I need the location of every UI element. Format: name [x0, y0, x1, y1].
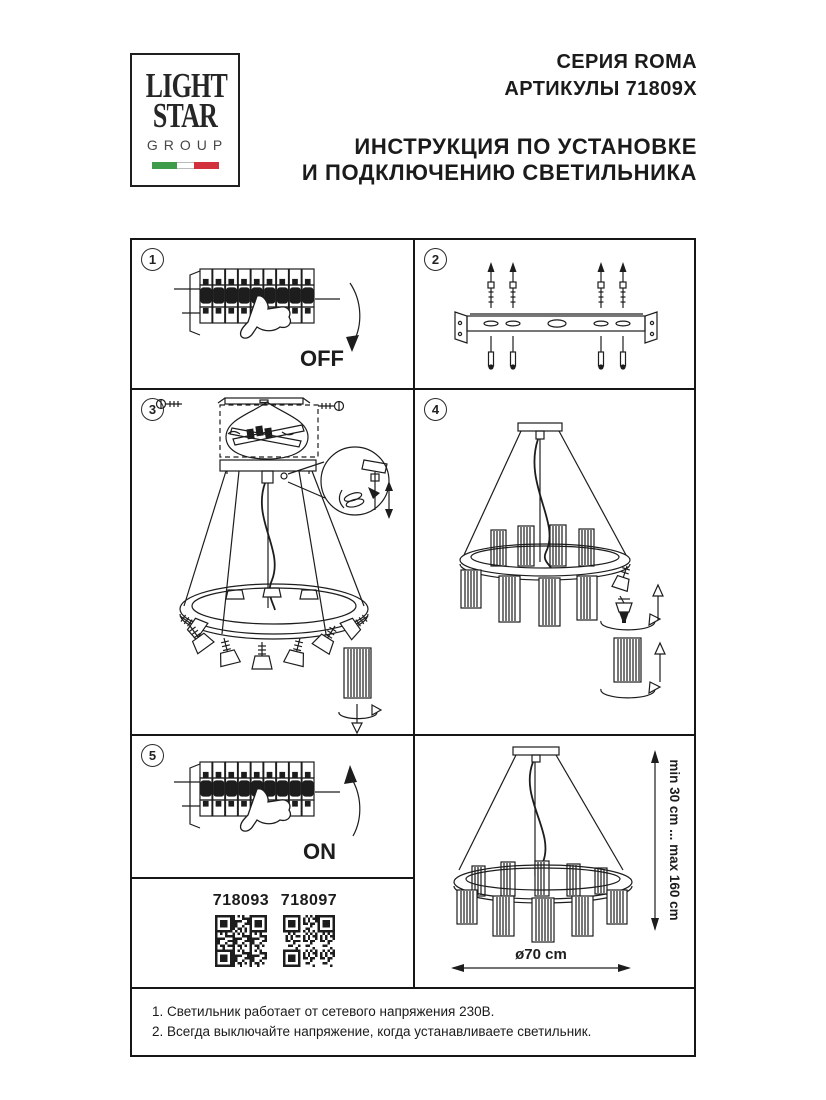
lightstar-logo	[130, 53, 240, 187]
logo-light: LIGHT	[145, 66, 228, 105]
step-1-number: 1	[141, 248, 164, 271]
series-title: СЕРИЯ ROMA	[556, 51, 697, 73]
shade-install-detail	[601, 638, 665, 698]
chandelier-hanging	[460, 423, 635, 626]
step-5-number: 5	[141, 744, 164, 767]
mounting-bracket-diagram	[415, 240, 692, 388]
header-titles	[302, 49, 697, 186]
note-2: 2. Всегда выключайте напряжение, когда устанавливаете светильник.	[152, 1023, 592, 1039]
step-4-number: 4	[424, 398, 447, 421]
step-3-panel	[132, 390, 415, 736]
arrow-down-icon	[350, 283, 360, 343]
bulb-install-detail	[601, 585, 663, 630]
logo-star: STAR	[152, 96, 218, 135]
canopy-mounting-diagram	[132, 390, 413, 734]
breaker-block	[174, 762, 360, 864]
instruction-title-line1: ИНСТРУКЦИЯ ПО УСТАНОВКЕ	[354, 134, 697, 159]
instruction-title-line2: И ПОДКЛЮЧЕНИЮ СВЕТИЛЬНИКА	[301, 160, 697, 185]
bracket-with-screws	[455, 262, 657, 370]
chandelier-outline	[454, 747, 632, 942]
qr-code-718097	[283, 915, 335, 967]
qr-panel	[132, 879, 415, 989]
step-1-panel	[132, 240, 415, 390]
breaker-off-diagram	[132, 240, 413, 388]
step-4-panel	[415, 390, 694, 736]
arrow-up-icon	[350, 776, 360, 836]
off-label: OFF	[300, 346, 344, 371]
breaker-block	[174, 269, 360, 371]
article-number-1: 718093	[212, 892, 270, 909]
note-1: 1. Светильник работает от сетевого напряжения 230В.	[152, 1004, 495, 1019]
ceiling-assembly	[157, 398, 344, 498]
height-range-label: min 30 cm ... max 160 cm	[667, 759, 682, 921]
step-5-panel	[132, 736, 415, 879]
shade-install-detail	[339, 648, 381, 733]
articles-title: АРТИКУЛЫ 71809X	[504, 78, 697, 100]
height-dimension	[651, 750, 682, 931]
breaker-on-diagram	[132, 736, 413, 877]
diameter-dimension	[451, 946, 631, 972]
steps-grid	[130, 238, 696, 1057]
step-2-panel	[415, 240, 694, 390]
dimensions-diagram	[415, 736, 692, 987]
notes-panel	[132, 989, 694, 1055]
magnifier-detail	[321, 447, 393, 519]
on-label: ON	[303, 839, 336, 864]
logo-group: GROUP	[146, 137, 229, 153]
diameter-label: ø70 cm	[515, 946, 567, 963]
step-2-number: 2	[424, 248, 447, 271]
article-number-2: 718097	[280, 892, 338, 909]
qr-code-718093	[215, 915, 267, 967]
step-3-number: 3	[141, 398, 164, 421]
italian-flag-icon	[132, 162, 238, 169]
chandelier-assembly-diagram	[415, 390, 692, 734]
dimensions-panel	[415, 736, 694, 989]
